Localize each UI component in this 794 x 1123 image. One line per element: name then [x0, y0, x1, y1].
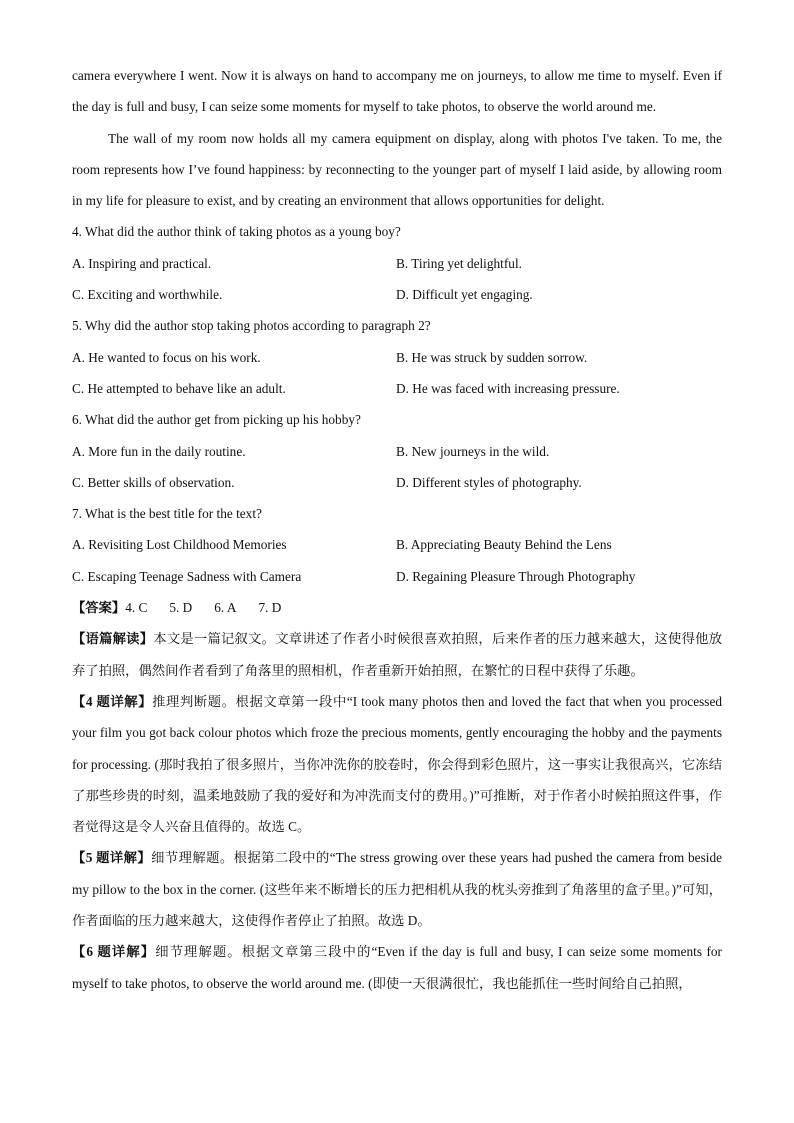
options-row [72, 342, 722, 373]
answer-item: 6. A [214, 600, 237, 616]
section-text: 细节理解题。根据第二段中的“The stress growing over these years had pushed the camera from beside my pillow to the box in the corner. (这些年来不断增长的压力把相机从我的枕头旁推到了角落里的盒子里。)”可知，作者面临的压力越来越大，这使得作者停止了拍照。故选 D。 [72, 850, 722, 929]
question-6 [72, 404, 722, 498]
q5-explanation [72, 842, 722, 936]
option-a: A. Inspiring and practical. [72, 255, 212, 271]
option-d: D. Regaining Pleasure Through Photography [396, 568, 636, 584]
option-c: C. Escaping Teenage Sadness with Camera [72, 568, 302, 584]
question-stem: 7. What is the best title for the text? [72, 506, 262, 522]
answer-label: 【答案】 [72, 600, 126, 616]
option-d: D. He was faced with increasing pressure. [396, 380, 620, 396]
answer-item: 5. D [169, 600, 193, 616]
option-a: A. Revisiting Lost Childhood Memories [72, 537, 287, 553]
options-row [72, 248, 722, 279]
question-stem: 4. What did the author think of taking photos as a young boy? [72, 224, 401, 240]
options-row [72, 279, 722, 310]
options-row [72, 561, 722, 592]
passage-paragraph-continued: camera everywhere I went. Now it is always on hand to accompany me on journeys, to allow me time to myself. Even if the day is full and busy, I can seize some moments for myself to take photos, to observe the world around me. [72, 68, 722, 115]
question-7 [72, 498, 722, 592]
document-page [72, 60, 722, 999]
section-label: 【6 题详解】 [72, 944, 156, 960]
question-stem: 5. Why did the author stop taking photos according to paragraph 2? [72, 318, 431, 334]
option-a: A. He wanted to focus on his work. [72, 349, 261, 365]
section-text: 本文是一篇记叙文。文章讲述了作者小时候很喜欢拍照，后来作者的压力越来越大，这使得他放弃了拍照，偶然间作者看到了角落里的照相机，作者重新开始拍照，在繁忙的日程中获得了乐趣。 [72, 631, 722, 678]
option-a: A. More fun in the daily routine. [72, 443, 246, 459]
options-row [72, 436, 722, 467]
q4-explanation [72, 686, 722, 842]
section-label: 【4 题详解】 [72, 693, 153, 709]
question-5 [72, 310, 722, 404]
question-4 [72, 216, 722, 310]
options-row [72, 467, 722, 498]
q6-explanation [72, 936, 722, 999]
section-label: 【5 题详解】 [72, 850, 152, 866]
option-c: C. Exciting and worthwhile. [72, 287, 223, 303]
options-row [72, 529, 722, 560]
passage-paragraph-last: The wall of my room now holds all my camera equipment on display, along with photos I've taken. To me, the room represents how I’ve found happiness: by reconnecting to the younger part of myself I laid aside, by allowing room in my life for pleasure to exist, and by creating an environment that allows opportunities for delight. [72, 130, 722, 209]
section-label: 【语篇解读】 [72, 631, 154, 647]
option-b: B. Tiring yet delightful. [396, 255, 522, 271]
option-c: C. He attempted to behave like an adult. [72, 380, 286, 396]
section-text: 细节理解题。根据文章第三段中的“Even if the day is full and busy, I can seize some moments for myself to take photos, to observe the world around me. (即使一天很满很忙，我也能抓住一些时间给自己拍照， [72, 944, 722, 991]
answer-item: 4. C [125, 600, 148, 616]
question-stem: 6. What did the author get from picking up his hobby? [72, 412, 361, 428]
answer-key [72, 592, 722, 623]
option-b: B. He was struck by sudden sorrow. [396, 349, 588, 365]
overview-analysis [72, 623, 722, 686]
option-d: D. Difficult yet engaging. [396, 287, 533, 303]
option-c: C. Better skills of observation. [72, 474, 235, 490]
option-b: B. Appreciating Beauty Behind the Lens [396, 537, 612, 553]
option-b: B. New journeys in the wild. [396, 443, 550, 459]
section-text: 推理判断题。根据文章第一段中“I took many photos then and loved the fact that when you processed your film you got back colour photos which froze the precious moments, gently encouraging the hobby and the payments for processing. (那时我拍了很多照片，当你冲洗你的胶卷时，你会得到彩色照片，这一事实让我很高兴，它冻结了那些珍贵的时刻，温柔地鼓励了我的爱好和为冲洗而支付的费用。)”可推断，对于作者小时候拍照这件事，作者觉得这是令人兴奋且值得的。故选 C。 [72, 693, 722, 835]
options-row [72, 373, 722, 404]
answer-item: 7. D [258, 600, 282, 616]
option-d: D. Different styles of photography. [396, 474, 582, 490]
